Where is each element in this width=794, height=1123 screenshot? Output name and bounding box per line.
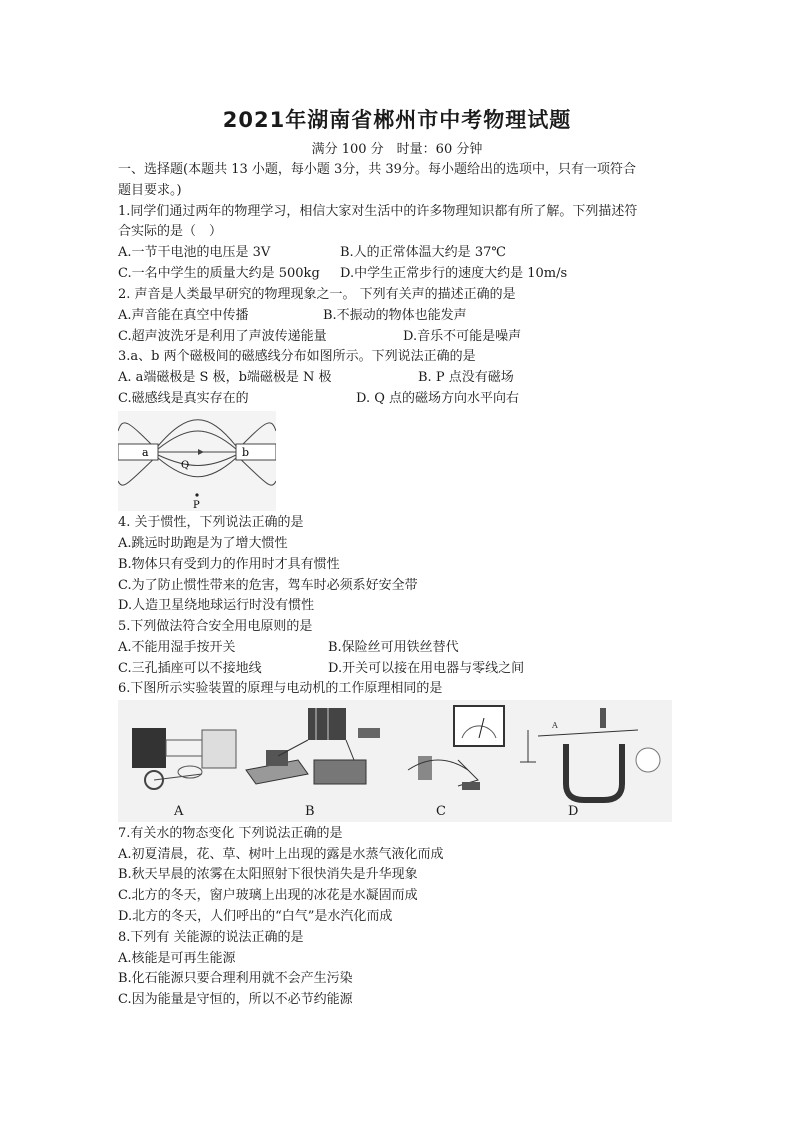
magnetic-field-figure	[118, 411, 276, 511]
point-q-label: Q	[181, 460, 190, 471]
q7-option-c: C.北方的冬天，窗户玻璃上出现的冰花是水凝固而成	[118, 888, 418, 903]
q4-option-a: A.跳远时助跑是为了增大惯性	[118, 536, 288, 551]
q4-option-d: D.人造卫星绕地球运行时没有惯性	[118, 598, 315, 613]
q7-stem: 7.有关水的物态变化 下列说法正确的是	[118, 826, 343, 841]
q5-option-a: A.不能用湿手按开关	[118, 640, 236, 655]
section-heading: 一、选择题(本题共 13 小题，每小题 3分，共 39分。每小题给出的选项中，只有一项符合	[118, 162, 636, 177]
exam-info: 满分 100 分 时量：60 分钟	[311, 142, 483, 157]
q3-stem: 3.a、b 两个磁极间的磁感线分布如图所示。下列说法正确的是	[118, 349, 476, 364]
apparatus-b-label: B	[305, 804, 315, 819]
page-title: 2021年湖南省郴州市中考物理试题	[222, 108, 572, 132]
q2-option-d: D.音乐不可能是噪声	[403, 329, 522, 344]
q5-stem: 5.下列做法符合安全用电原则的是	[118, 619, 313, 634]
q3-option-b: B. P 点没有磁场	[418, 370, 514, 385]
q8-option-a: A.核能是可再生能源	[118, 951, 236, 966]
q7-option-b: B.秋天早晨的浓雾在太阳照射下很快消失是升华现象	[118, 867, 418, 882]
q2-option-c: C.超声波洗牙是利用了声波传递能量	[118, 329, 327, 344]
q2-option-b: B.不振动的物体也能发声	[323, 308, 467, 323]
svg-text:A: A	[552, 721, 558, 730]
q1-option-b: B.人的正常体温大约是 37℃	[340, 245, 506, 260]
apparatus-a-label: A	[174, 804, 184, 819]
q8-option-c: C.因为能量是守恒的，所以不必节约能源	[118, 992, 353, 1007]
apparatus-c-label: C	[436, 804, 446, 819]
pole-a-label: a	[142, 446, 149, 459]
q8-stem: 8.下列有 关能源的说法正确的是	[118, 930, 304, 945]
q3-option-c: C.磁感线是真实存在的	[118, 391, 249, 406]
q7-option-a: A.初夏清晨，花、草、树叶上出现的露是水蒸气液化而成	[118, 847, 444, 862]
q2-stem: 2. 声音是人类最早研究的物理现象之一。 下列有关声的描述正确的是	[118, 287, 516, 302]
q1-stem: 1.同学们通过两年的物理学习，相信大家对生活中的许多物理知识都有所了解。下列描述符	[118, 204, 638, 219]
experiment-apparatus-figure	[118, 700, 672, 822]
q4-option-c: C.为了防止惯性带来的危害，驾车时必须系好安全带	[118, 578, 418, 593]
q5-option-d: D.开关可以接在用电器与零线之间	[328, 661, 525, 676]
apparatus-d-label: D	[568, 804, 579, 819]
section-heading-cont: 题目要求。)	[118, 183, 182, 198]
q3-option-d: D. Q 点的磁场方向水平向右	[356, 391, 520, 406]
q2-option-a: A.声音能在真空中传播	[118, 308, 249, 323]
q1-option-d: D.中学生正常步行的速度大约是 10m/s	[340, 266, 568, 281]
q5-option-b: B.保险丝可用铁丝替代	[328, 640, 459, 655]
q3-option-a: A. a端磁极是 S 极，b端磁极是 N 极	[118, 370, 332, 385]
q1-option-a: A.一节干电池的电压是 3V	[118, 245, 271, 260]
pole-b-label: b	[242, 446, 250, 459]
q1-stem-cont: 合实际的是（ ）	[118, 224, 223, 239]
q8-option-b: B.化石能源只要合理利用就不会产生污染	[118, 971, 353, 986]
q5-option-c: C.三孔插座可以不接地线	[118, 661, 262, 676]
q4-option-b: B.物体只有受到力的作用时才具有惯性	[118, 557, 340, 572]
q7-option-d: D.北方的冬天，人们呼出的“白气”是水汽化而成	[118, 909, 393, 924]
q6-stem: 6.下图所示实验装置的原理与电动机的工作原理相同的是	[118, 681, 443, 696]
point-p-label: P	[193, 500, 200, 511]
q4-stem: 4. 关于惯性，下列说法正确的是	[118, 515, 304, 530]
q1-option-c: C.一名中学生的质量大约是 500kg	[118, 266, 320, 281]
